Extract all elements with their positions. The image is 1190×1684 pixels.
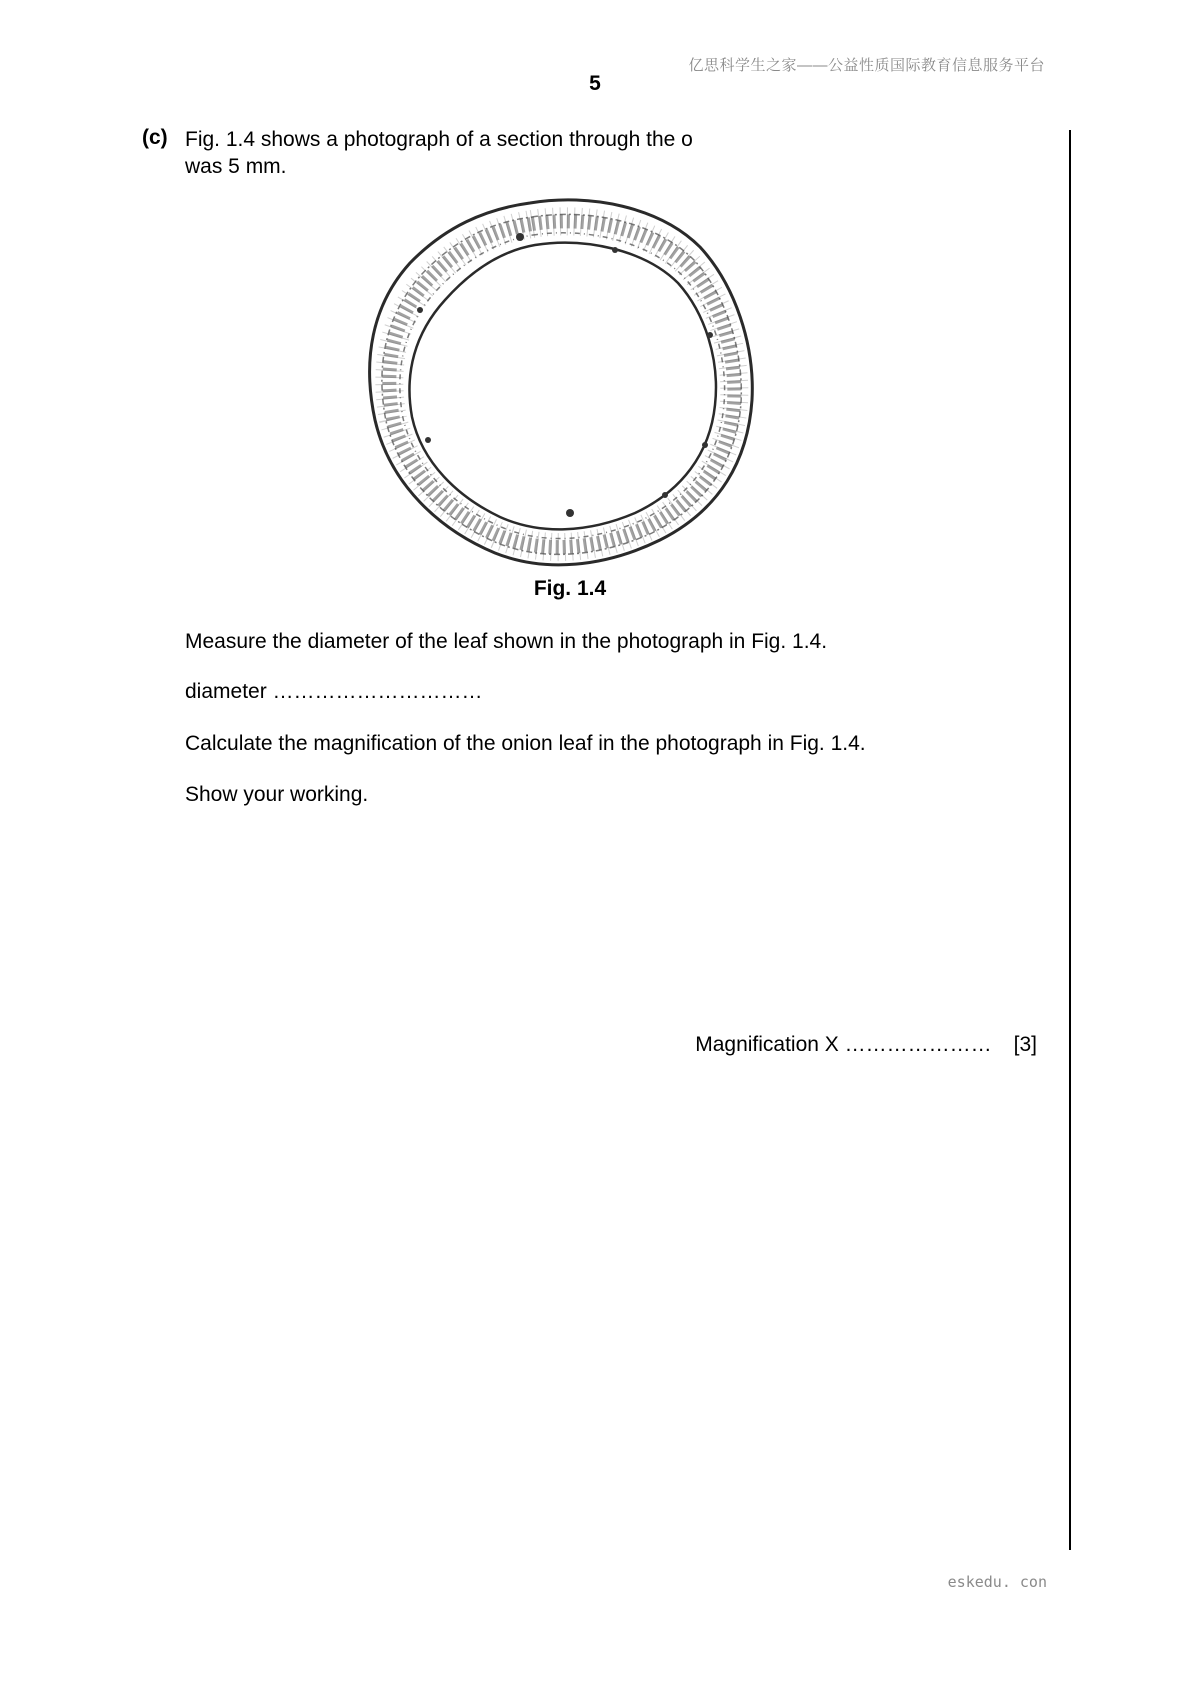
- measure-instruction: Measure the diameter of the leaf shown in the photograph in Fig. 1.4.: [185, 630, 828, 653]
- question-intro: [185, 126, 693, 180]
- margin-rule: [1069, 130, 1071, 1550]
- onion-leaf-section-photo: [360, 195, 780, 580]
- calculate-instruction: Calculate the magnification of the onion leaf in the photograph in Fig. 1.4.: [185, 732, 866, 755]
- onion-leaf-ring-drawing: [360, 195, 780, 580]
- question-part-label: (c): [142, 126, 168, 149]
- question-intro-line-1: Fig. 1.4 shows a photograph of a section through the o: [185, 128, 693, 151]
- page-number: 5: [589, 72, 601, 95]
- marks-allocation: [3]: [1013, 1033, 1037, 1056]
- diameter-answer-line[interactable]: diameter …………………………: [185, 680, 483, 703]
- magnification-answer-row: [695, 1033, 1037, 1057]
- show-working-instruction: Show your working.: [185, 783, 369, 806]
- figure-caption: Fig. 1.4: [533, 577, 607, 600]
- magnification-answer-line[interactable]: Magnification X …………………: [695, 1033, 992, 1056]
- question-intro-line-2: was 5 mm.: [185, 155, 287, 178]
- watermark-text: 亿思科学生之家——公益性质国际教育信息服务平台: [688, 57, 1045, 74]
- footer-site-mark: eskedu. con: [947, 1573, 1047, 1591]
